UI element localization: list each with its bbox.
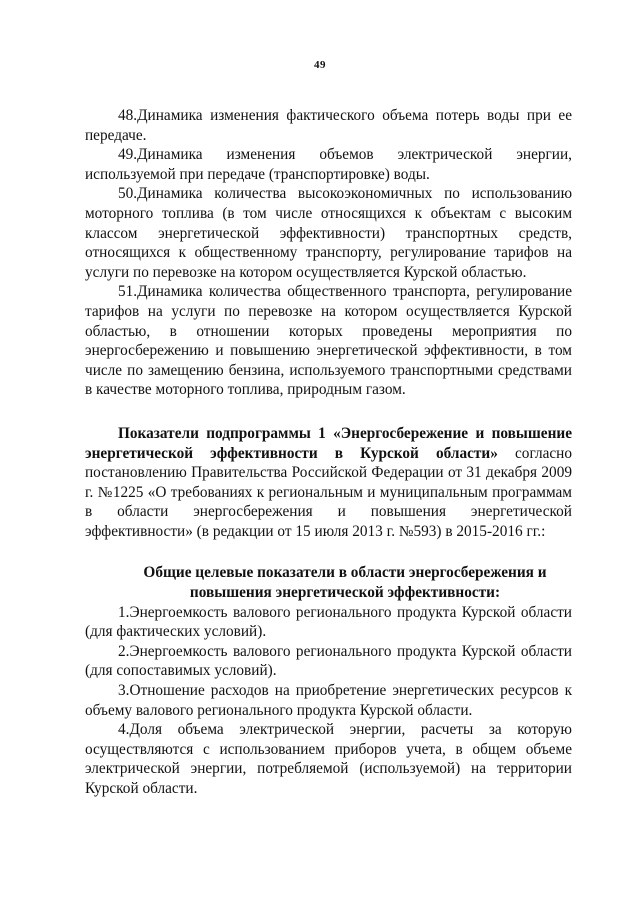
indicators-intro-bold: Показатели подпрограммы 1 «Энергосбережение и повышение энергетической эффективности в Курской области» — [85, 424, 572, 462]
list-item-49: 49.Динамика изменения объемов электрической энергии, используемой при передаче (транспортировке) воды. — [85, 146, 572, 183]
section-heading-line2: повышения энергетической эффективности: — [189, 584, 501, 602]
page-number: 49 — [314, 59, 326, 71]
spacer — [85, 400, 572, 424]
document-body — [85, 106, 572, 799]
list-item-1: 1.Энергоемкость валового регионального продукта Курской области (для фактических условий). — [85, 603, 572, 641]
list-item-3: 3.Отношение расходов на приобретение энергетических ресурсов к объему валового регионального продукта Курской области. — [85, 682, 572, 719]
list-item-50: 50.Динамика количества высокоэкономичных по использованию моторного топлива (в том числе относящихся к объектам с высоким классом энергетической эффективности) транспортных средств, относящихся к общественному транспорту, регулирование тарифов на услуги по перевозке на котором осуществляется Курской областью. — [85, 185, 572, 281]
indicators-intro-paragraph — [85, 424, 572, 542]
section-heading-line1: Общие целевые показатели в области энергосбережения и — [143, 564, 547, 582]
list-item-2: 2.Энергоемкость валового регионального продукта Курской области (для сопоставимых условий). — [85, 642, 572, 680]
list-item-51: 51.Динамика количества общественного транспорта, регулирование тарифов на услуги по перевозке на котором осуществляется Курской областью, в отношении которых проведены мероприятия по энергосбережению и повышению энергетической эффективности, в том числе по замещению бензина, используемого транспортными средствами в качестве моторного топлива, природным газом. — [85, 283, 572, 399]
spacer — [85, 541, 572, 563]
list-item-48: 48.Динамика изменения фактического объема потерь воды при ее передаче. — [85, 107, 572, 144]
indicators-intro-rest: согласно постановлению Правительства Российской Федерации от 31 декабря 2009 г. №1225 «О требованиях к региональным и муниципальным программам в области энергосбережения и повышения энергетической эффективности» (в редакции от 15 июля 2013 г. №593) в 2015-2016 гг.: — [85, 444, 572, 540]
list-item-4: 4.Доля объема электрической энергии, расчеты за которую осуществляются с использованием приборов учета, в общем объеме электрической энергии, потребляемой (используемой) на территории Курской области. — [85, 721, 572, 797]
